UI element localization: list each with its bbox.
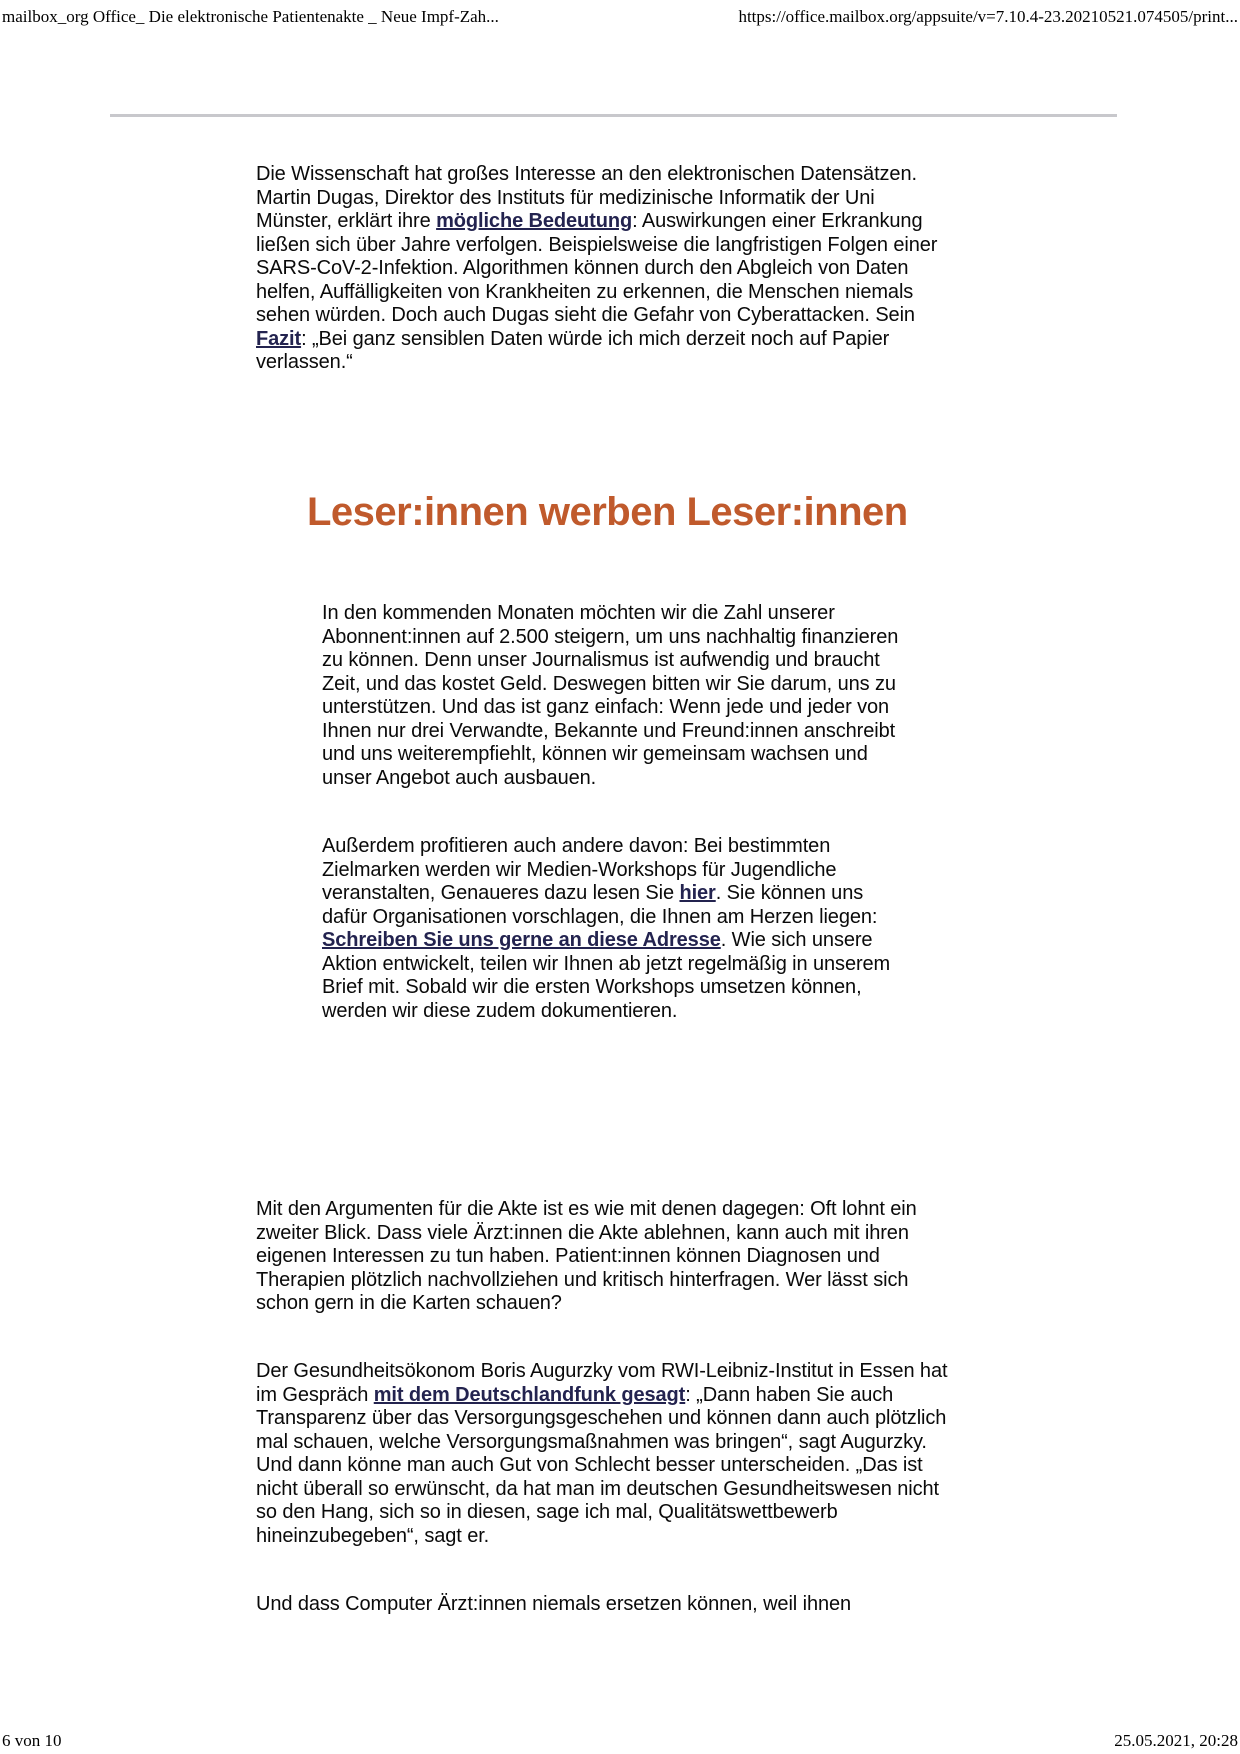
print-header-title: mailbox_org Office_ Die elektronische Patientenakte _ Neue Impf-Zah... [2,7,499,26]
paragraph-text: . Sie können uns dafür Organisationen vorschlagen, die Ihnen am Herzen liegen: [322,882,878,928]
paragraph-computer-aerzte [256,1593,948,1617]
paragraph-text: . Wie sich unsere Aktion entwickelt, teilen wir Ihnen ab jetzt regelmäßig in unserem Brief mit. Sobald wir die ersten Workshops umsetzen können, werden wir diese zudem dokumentieren. [322,929,891,1022]
inline-link[interactable]: Schreiben Sie uns gerne an diese Adresse [322,929,721,951]
header-divider-rule [110,114,1117,117]
inline-link[interactable]: hier [679,882,716,904]
print-header-url: https://office.mailbox.org/appsuite/v=7.10.4-23.20210521.074505/print... [738,7,1238,26]
inline-link[interactable]: mit dem Deutschlandfunk gesagt [373,1383,686,1406]
paragraph-workshops [322,835,902,1023]
paragraph-text: In den kommenden Monaten möchten wir die Zahl unserer Abonnent:innen auf 2.500 steigern, um uns nachhaltig finanzieren zu können. Denn unser Journalismus ist aufwendig und braucht Zeit, und das kostet Geld. Deswegen bitten wir Sie darum, uns zu unterstützen. Und das ist ganz einfach: Wenn jede und jeder von Ihnen nur drei Verwandte, Bekannte und Freund:innen anschreibt und uns weiterempfiehlt, können wir gemeinsam wachsen und unser Angebot auch ausbauen. [322,602,899,789]
paragraph-science-interest [256,163,948,375]
paragraph-text: : „Dann haben Sie auch Transparenz über das Versorgungsgeschehen und können dann auch plötzlich mal schauen, welche Versorgungsmaßnahmen was bringen“, sagt Augurzky. Und dann könne man auch Gut von Schlecht besser unterscheiden. „Das ist nicht überall so erwünscht, da hat man im deutschen Gesundheitswesen nicht so den Hang, sich so in diesen, sage ich mal, Qualitätswettbewerb hineinzubegeben“, sagt er. [256,1383,947,1547]
print-footer-page-number: 6 von 10 [2,1731,62,1750]
paragraph-akte-argumente [256,1198,948,1316]
paragraph-text: : „Bei ganz sensiblen Daten würde ich mich derzeit noch auf Papier verlassen.“ [256,327,890,373]
paragraph-text: : Auswirkungen einer Erkrankung ließen sich über Jahre verfolgen. Beispielsweise die langfristigen Folgen einer SARS-CoV-2-Infektion. Algorithmen können durch den Abgleich von Daten helfen, Auffälligkeiten von Krankheiten zu erkennen, die Menschen niemals sehen würden. Doch auch Dugas sieht die Gefahr von Cyberattacken. Sein [256,210,938,326]
paragraph-text: Außerdem profitieren auch andere davon: Bei bestimmten Zielmarken werden wir Medien-Workshops für Jugendliche veranstalten, Genaueres dazu lesen Sie [322,835,837,904]
paragraph-text: Der Gesundheitsökonom Boris Augurzky vom RWI-Leibniz-Institut in Essen hat im Gespräch [256,1360,948,1406]
inline-link[interactable]: mögliche Bedeutung [436,210,633,232]
paragraph-text: Und dass Computer Ärzt:innen niemals ersetzen können, weil ihnen [256,1593,852,1615]
section-heading-leser-werben: Leser:innen werben Leser:innen [307,490,908,534]
print-footer-datetime: 25.05.2021, 20:28 [1114,1731,1238,1750]
paragraph-subscriber-goal [322,602,902,790]
paragraph-augurzky-zitat [256,1360,948,1548]
paragraph-text: Die Wissenschaft hat großes Interesse an den elektronischen Datensätzen. Martin Dugas, Direktor des Instituts für medizinische Informatik der Uni Münster, erklärt ihre [256,163,917,232]
inline-link[interactable]: Fazit [256,327,302,350]
paragraph-text: Mit den Argumenten für die Akte ist es wie mit denen dagegen: Oft lohnt ein zweiter Blick. Dass viele Ärzt:innen die Akte ablehnen, kann auch mit ihren eigenen Interessen zu tun haben. Patient:innen können Diagnosen und Therapien plötzlich nachvollziehen und kritisch hinterfragen. Wer lässt sich schon gern in die Karten schauen? [256,1198,917,1314]
